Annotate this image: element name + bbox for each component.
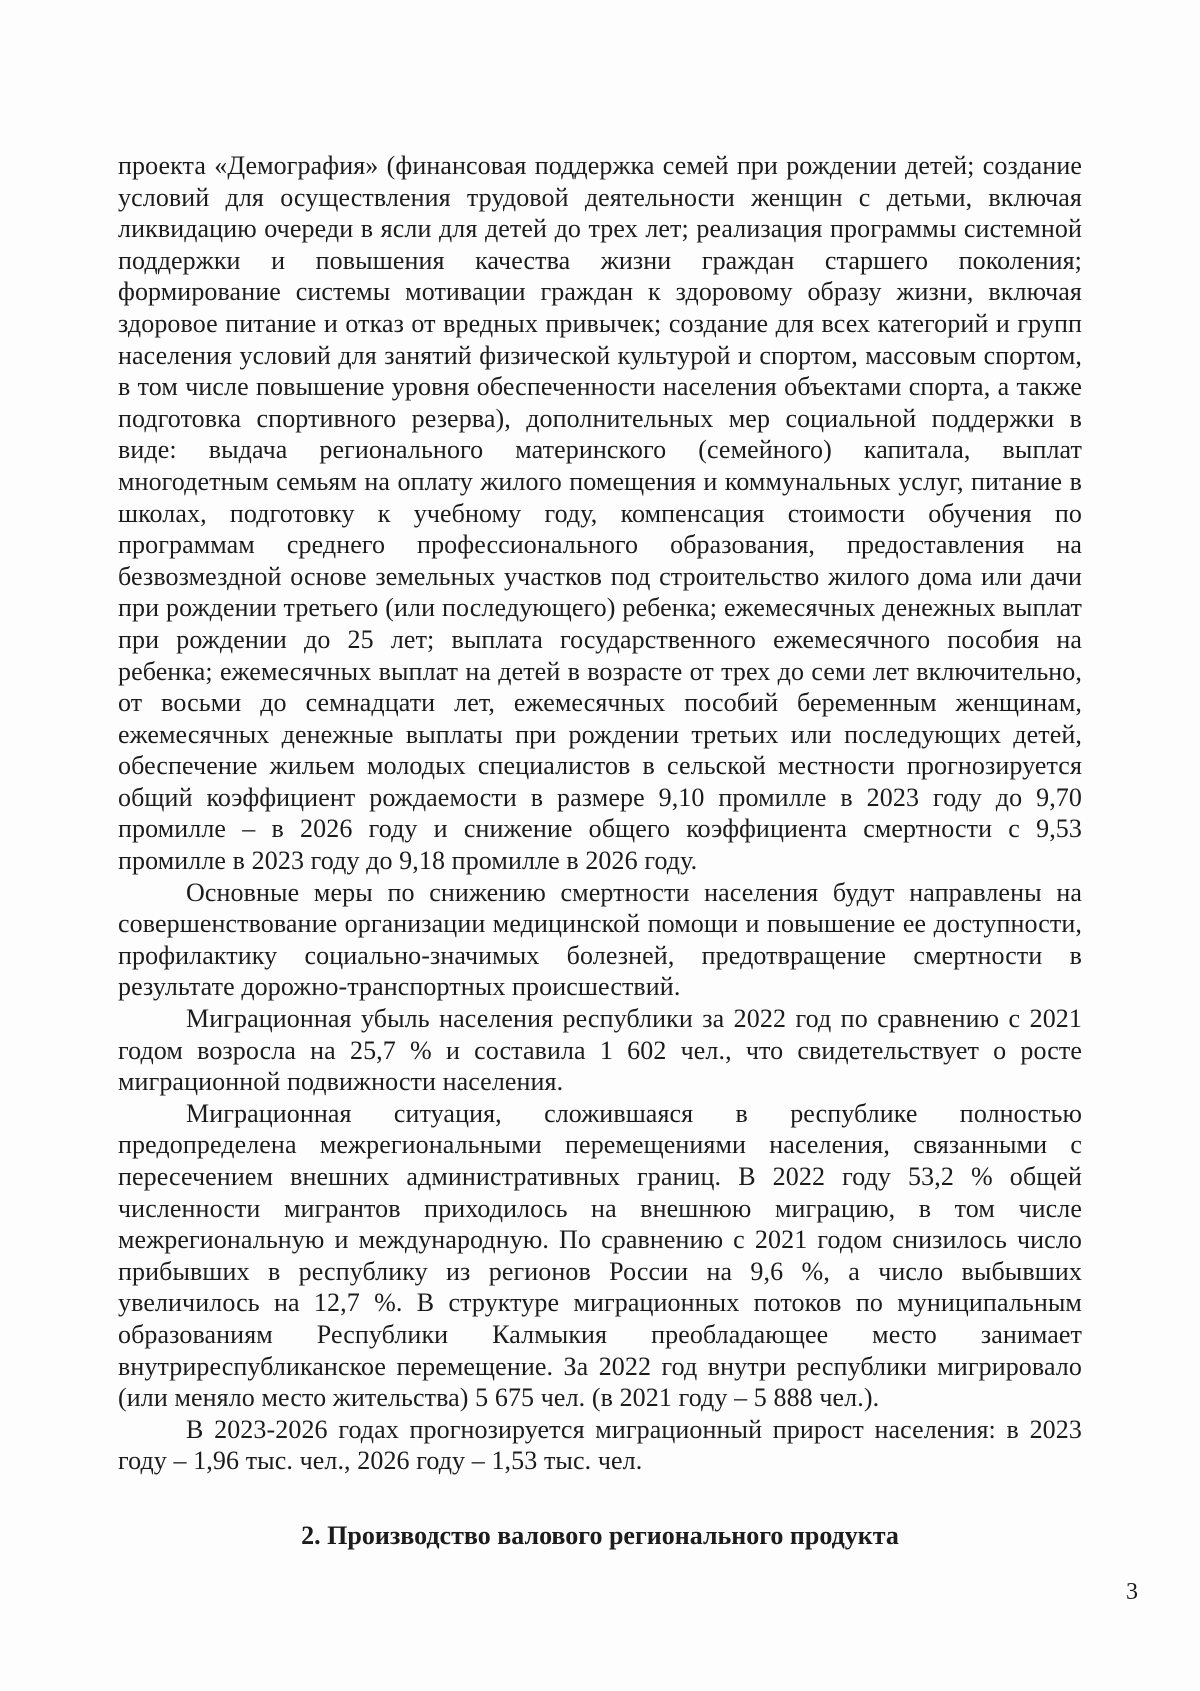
paragraph-migration-loss: Миграционная убыль населения республики за 2022 год по сравнению с 2021 годом возросла на 25,7 % и составила 1 602 чел., что свидетельствует о росте миграционной подвижности населения. [118, 1004, 1082, 1097]
paragraph-demography-measures: проекта «Демография» (финансовая поддержка семей при рождении детей; создание условий для осуществления трудовой деятельности женщин с детьми, включая ликвидацию очереди в ясли для детей до трех лет; реализация программы системной поддержки и повышения качества жизни граждан старшего поколения; формирование системы мотивации граждан к здоровому образу жизни, включая здоровое питание и отказ от вредных привычек; создание для всех категорий и групп населения условий для занятий физической культурой и спортом, массовым спортом, в том числе повышение уровня обеспеченности населения объектами спорта, а также подготовка спортивного резерва), дополнительных мер социальной поддержки в виде: выдача регионального материнского (семейного) капитала, выплат многодетным семьям на оплату жилого помещения и коммунальных услуг, питание в школах, подготовку к учебному году, компенсация стоимости обучения по программам среднего профессионального образования, предоставления на безвозмездной основе земельных участков под строительство жилого дома или дачи при рождении третьего (или последующего) ребенка; ежемесячных денежных выплат при рождении до 25 лет; выплата государственного ежемесячного пособия на ребенка; ежемесячных выплат на детей в возрасте от трех до семи лет включительно, от восьми до семнадцати лет, ежемесячных пособий беременным женщинам, ежемесячных денежные выплаты при рождении третьих или последующих детей, обеспечение жильем молодых специалистов в сельской местности прогнозируется общий коэффициент рождаемости в размере 9,10 промилле в 2023 году до 9,70 промилле – в 2026 году и снижение общего коэффициента смертности с 9,53 промилле в 2023 году до 9,18 промилле в 2026 году. [118, 151, 1082, 876]
section-heading: 2. Производство валового регионального продукта [301, 1521, 899, 1550]
paragraph-migration-forecast: В 2023-2026 годах прогнозируется миграционный прирост населения: в 2023 году – 1,96 тыс. чел., 2026 году – 1,53 тыс. чел. [118, 1414, 1082, 1476]
body-text [118, 150, 1082, 1477]
page-number: 3 [1126, 1579, 1138, 1605]
paragraph-mortality-measures: Основные меры по снижению смертности населения будут направлены на совершенствование организации медицинской помощи и повышение ее доступности, профилактику социально-значимых болезней, предотвращение смертности в результате дорожно-транспортных происшествий. [118, 877, 1082, 1002]
paragraph-migration-situation: Миграционная ситуация, сложившаяся в республике полностью предопределена межрегиональными перемещениями населения, связанными с пересечением внешних административных границ. В 2022 году 53,2 % общей численности мигрантов приходилось на внешнюю миграцию, в том числе межрегиональную и международную. По сравнению с 2021 годом снизилось число прибывших в республику из регионов России на 9,6 %, а число выбывших увеличилось на 12,7 %. В структуре миграционных потоков по муниципальным образованиям Республики Калмыкия преобладающее место занимает внутриреспубликанское перемещение. За 2022 год внутри республики мигрировало (или меняло место жительства) 5 675 чел. (в 2021 году – 5 888 чел.). [118, 1098, 1082, 1413]
